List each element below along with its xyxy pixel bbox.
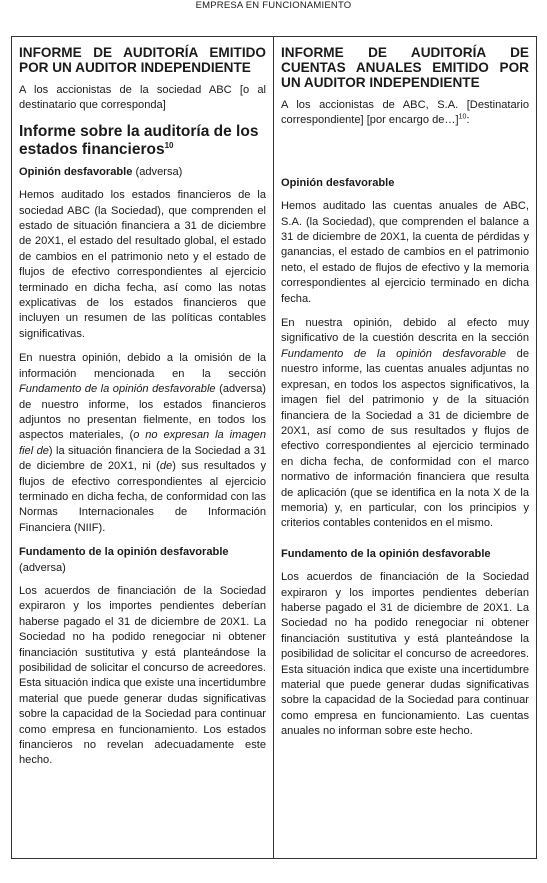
- right-opinion-heading: [281, 176, 529, 191]
- text-run-italic: Fundamento de la opinión desfavorable: [281, 347, 507, 360]
- text-run: ) sus resultados y flujos de efectivo correspondientes al ejercicio terminado en dicha fecha, de conformidad con las Normas Internacionales de Información Financiera (NIIF).: [19, 460, 266, 534]
- left-opinion-heading: [19, 165, 266, 180]
- right-basis-heading-bold: Fundamento de la opinión desfavorable: [281, 547, 491, 560]
- text-run: ) la situación financiera de la Sociedad a 31 de diciembre de 20X1, ni (: [19, 444, 266, 473]
- right-report-title: INFORME DE AUDITORÍA DE CUENTAS ANUALES EMITIDO POR UN AUDITOR INDEPENDIENTE: [281, 45, 529, 90]
- right-opinion-paragraph-1: Hemos auditado las cuentas anuales de ABC, S.A. (la Sociedad), que comprenden el balance a 31 de diciembre de 20X1, la cuenta de pérdidas y ganancias, el estado de cambios en el patrimonio neto, el estado de flujos de efectivo y la memoria correspondientes al ejercicio terminado en dicha fecha.: [281, 200, 529, 305]
- left-basis-heading-bold: Fundamento de la opinión desfavorable: [19, 546, 229, 559]
- text-run-italic: o no expresan la imagen fiel de: [19, 429, 266, 457]
- left-report-title: INFORME DE AUDITORÍA EMITIDO POR UN AUDITOR INDEPENDIENTE: [19, 45, 266, 75]
- right-column: [274, 37, 536, 858]
- page-header: EMPRESA EN FUNCIONAMIENTO: [195, 0, 352, 11]
- right-addressee-text: A los accionistas de ABC, S.A. [Destinatario correspondiente] [por encargo de…]: [281, 99, 529, 127]
- left-basis-paragraph: Los acuerdos de financiación de la Sociedad expiraron y los importes pendientes deberían haberse pagado el 31 de diciembre de 20X1. La Sociedad no ha podido renegociar ni obtener financiación sustitutiva y está planteándose la posibilidad de solicitar el concurso de acreedores. Esta situación indica que existe una incertidumbre material que puede generar dudas significativas sobre la capacidad de la Sociedad para continuar como empresa en funcionamiento. Los estados financieros no revelan adecuadamente este hecho.: [19, 584, 266, 767]
- text-run: En nuestra opinión, debido a la omisión de la información mencionada en la sección: [19, 352, 266, 380]
- right-addressee: [281, 98, 529, 129]
- left-section-title-text: Informe sobre la auditoría de los estados financieros: [19, 122, 259, 158]
- left-section-title: [19, 123, 266, 159]
- right-opinion-heading-bold: Opinión desfavorable: [281, 176, 395, 189]
- spacer: [281, 138, 529, 176]
- right-basis-heading: [281, 547, 529, 562]
- text-run-italic: Fundamento de la opinión desfavorable: [19, 383, 216, 396]
- right-addressee-footnote: 10: [458, 113, 467, 121]
- right-addressee-end: :: [466, 114, 470, 127]
- left-opinion-heading-rest: (adversa): [132, 165, 183, 178]
- left-opinion-heading-bold: Opinión desfavorable: [19, 165, 133, 178]
- text-run-italic: de: [159, 460, 173, 473]
- left-basis-heading-rest: (adversa): [19, 561, 66, 574]
- left-basis-heading: [19, 545, 266, 576]
- left-column: [12, 37, 274, 858]
- text-run: En nuestra opinión, debido al efecto muy significativo de la cuestión descrita en la sección: [281, 317, 529, 345]
- text-run: (adversa) de nuestro informe, los estados financieros adjuntos no presentan fielmente, en todos los aspectos materiales, (: [19, 383, 266, 442]
- left-section-footnote: 10: [164, 140, 174, 150]
- left-opinion-paragraph-2: [19, 351, 266, 536]
- left-addressee: A los accionistas de la sociedad ABC [o al destinatario que corresponda]: [19, 84, 266, 112]
- comparison-table: [11, 36, 537, 859]
- right-basis-paragraph: Los acuerdos de financiación de la Sociedad expiraron y los importes pendientes deberían haberse pagado el 31 de diciembre de 20X1. La Sociedad no ha podido renegociar ni obtener financiación sustitutiva y está planteándose la posibilidad de solicitar el concurso de acreedores. Esta situación indica que existe una incertidumbre material que puede generar dudas significativas sobre la capacidad de la Sociedad para continuar como empresa en funcionamiento. Las cuentas anuales no informan sobre este hecho.: [281, 571, 529, 738]
- left-opinion-paragraph-1: Hemos auditado los estados financieros de la sociedad ABC (la Sociedad), que comprenden el estado de situación financiera a 31 de diciembre de 20X1, el estado del resultado global, el estado de cambios en el patrimonio neto y el estado de flujos de efectivo correspondientes al ejercicio terminado en dicha fecha, así como las notas explicativas de los estados financieros que incluyen un resumen de las políticas contables significativas.: [19, 189, 266, 340]
- right-opinion-paragraph-2: [281, 316, 529, 532]
- text-run: de nuestro informe, las cuentas anuales adjuntas no expresan, en todos los aspectos significativos, la imagen fiel del patrimonio y de la situación financiera de la Sociedad a 31 de diciembre de 20X1, así como de sus resultados y flujos de efectivo correspondientes al ejercicio terminado en dicha fecha, de conformidad con el marco normativo de información financiera que resulta de aplicación (que se identifica en la nota X de la memoria) y, en particular, con los principios y criterios contables contenidos en el mismo.: [281, 347, 529, 530]
